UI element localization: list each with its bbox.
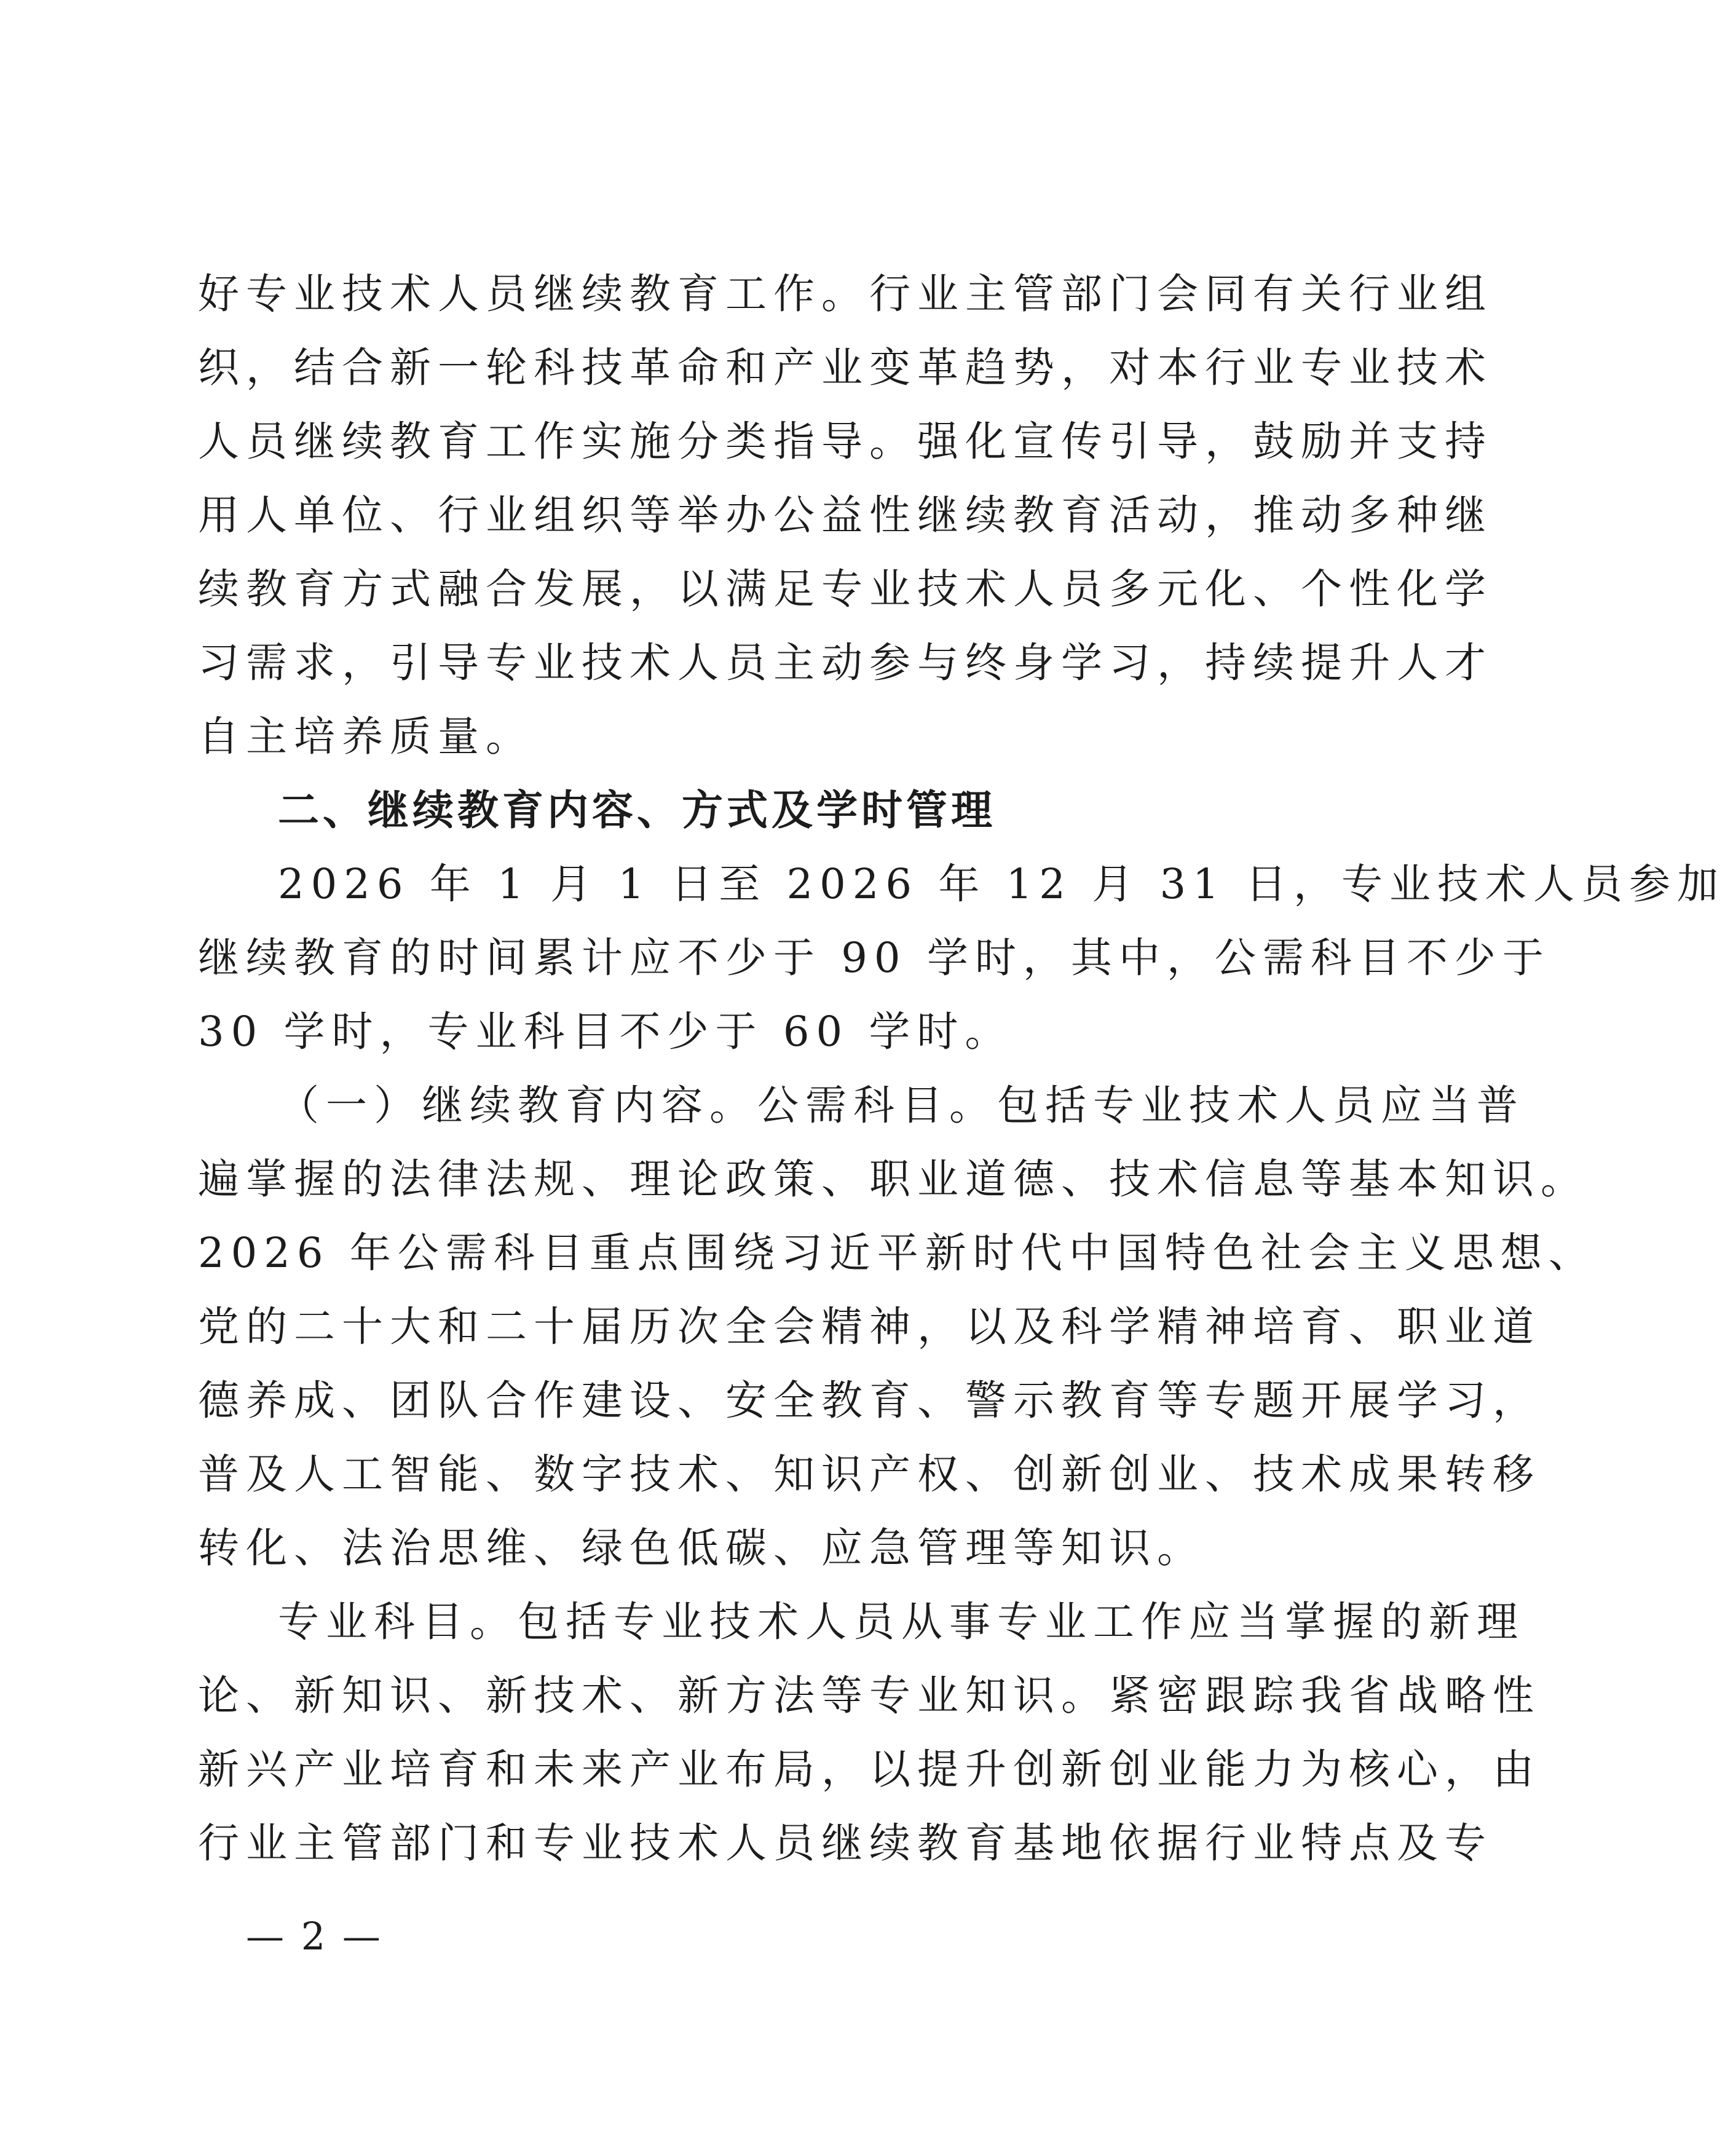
body-text-line: 行业主管部门和专业技术人员继续教育基地依据行业特点及专 — [198, 1819, 1493, 1867]
body-text-line: 2026 年公需科目重点围绕习近平新时代中国特色社会主义思想、 — [198, 1229, 1597, 1277]
body-text-line: 继续教育的时间累计应不少于 90 学时，其中，公需科目不少于 — [198, 934, 1550, 982]
body-text-line: 好专业技术人员继续教育工作。行业主管部门会同有关行业组 — [198, 270, 1493, 318]
body-text-line: 论、新知识、新技术、新方法等专业知识。紧密跟踪我省战略性 — [198, 1672, 1541, 1720]
body-text-line: 党的二十大和二十届历次全会精神，以及科学精神培育、职业道 — [198, 1303, 1541, 1351]
page-number: — 2 — — [246, 1914, 383, 1959]
body-text-line: 转化、法治思维、绿色低碳、应急管理等知识。 — [198, 1524, 1205, 1572]
body-text-line: 2026 年 1 月 1 日至 2026 年 12 月 31 日，专业技术人员参加 — [278, 860, 1725, 908]
body-text-line: 人员继续教育工作实施分类指导。强化宣传引导，鼓励并支持 — [198, 417, 1493, 465]
section-heading: 二、继续教育内容、方式及学时管理 — [278, 786, 996, 834]
body-text-line: 织，结合新一轮科技革命和产业变革趋势，对本行业专业技术 — [198, 344, 1493, 392]
body-text-line: 续教育方式融合发展，以满足专业技术人员多元化、个性化学 — [198, 565, 1493, 613]
body-text-line: 新兴产业培育和未来产业布局，以提升创新创业能力为核心，由 — [198, 1745, 1541, 1793]
body-text-line: 习需求，引导专业技术人员主动参与终身学习，持续提升人才 — [198, 639, 1493, 687]
body-text-line: 30 学时，专业科目不少于 60 学时。 — [198, 1008, 1013, 1056]
body-text-line: 普及人工智能、数字技术、知识产权、创新创业、技术成果转移 — [198, 1450, 1541, 1498]
body-text-line: 自主培养质量。 — [198, 713, 534, 760]
body-text-line: 德养成、团队合作建设、安全教育、警示教育等专题开展学习， — [198, 1376, 1541, 1424]
body-text-line: 遍掌握的法律法规、理论政策、职业道德、技术信息等基本知识。 — [198, 1155, 1589, 1203]
body-text-line: 专业科目。包括专业技术人员从事专业工作应当掌握的新理 — [278, 1598, 1525, 1646]
body-text-line: （一）继续教育内容。公需科目。包括专业技术人员应当普 — [278, 1081, 1525, 1129]
body-text-line: 用人单位、行业组织等举办公益性继续教育活动，推动多种继 — [198, 491, 1493, 539]
